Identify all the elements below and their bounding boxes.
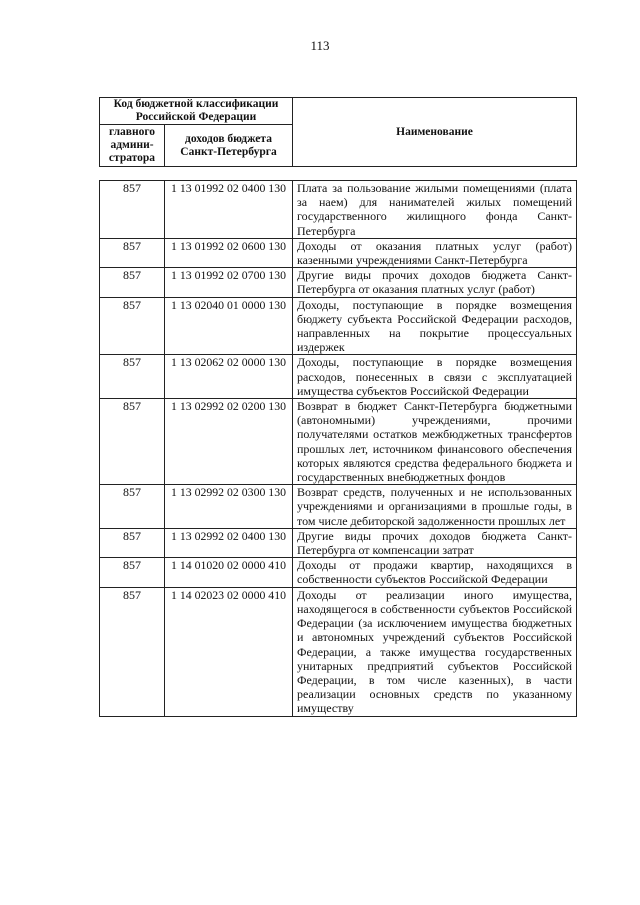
admin-code-cell: 857	[100, 558, 165, 587]
table-row	[100, 297, 577, 355]
income-table	[99, 180, 577, 717]
table-row	[100, 485, 577, 529]
admin-code-cell: 857	[100, 587, 165, 716]
table-row	[100, 238, 577, 267]
admin-code-cell: 857	[100, 181, 165, 239]
income-code-cell: 1 13 01992 02 0600 130	[165, 238, 293, 267]
table-row	[100, 558, 577, 587]
income-name-cell: Доходы от продажи квартир, находящихся в собственности субъектов Российской Федерации	[293, 558, 577, 587]
page-number: 113	[310, 38, 330, 53]
income-code-cell: 1 14 01020 02 0000 410	[165, 558, 293, 587]
income-name-cell: Доходы от оказания платных услуг (работ) казенными учреждениями Санкт-Петербурга	[293, 238, 577, 267]
admin-code-cell: 857	[100, 297, 165, 355]
income-code-cell: 1 13 02040 01 0000 130	[165, 297, 293, 355]
income-name-cell: Возврат в бюджет Санкт-Петербурга бюджетными (автономными) учреждениями, прочими получателями остатков межбюджетных трансфертов прошлых лет, источником финансового обеспечения которых являются средства федерального бюджета и государственных внебюджетных фондов	[293, 399, 577, 485]
name-column-header: Наименование	[293, 98, 577, 167]
code-group-header: Код бюджетной классификации Российской Федерации	[100, 98, 293, 125]
income-code-cell: 1 13 02992 02 0400 130	[165, 528, 293, 557]
admin-code-cell: 857	[100, 238, 165, 267]
table-row	[100, 181, 577, 239]
income-code-cell: 1 13 02062 02 0000 130	[165, 355, 293, 399]
income-name-cell: Доходы, поступающие в порядке возмещения расходов, понесенных в связи с эксплуатацией имущества субъектов Российской Федерации	[293, 355, 577, 399]
income-code-cell: 1 13 02992 02 0300 130	[165, 485, 293, 529]
income-name-cell: Другие виды прочих доходов бюджета Санкт-Петербурга от оказания платных услуг (работ)	[293, 268, 577, 297]
income-column-header: доходов бюджета Санкт-Петербурга	[165, 125, 293, 167]
admin-code-cell: 857	[100, 399, 165, 485]
income-code-cell: 1 13 02992 02 0200 130	[165, 399, 293, 485]
income-name-cell: Другие виды прочих доходов бюджета Санкт-Петербурга от компенсации затрат	[293, 528, 577, 557]
table-row	[100, 528, 577, 557]
admin-code-cell: 857	[100, 485, 165, 529]
income-name-cell: Доходы от реализации иного имущества, находящегося в собственности субъектов Российской Федерации (за исключением имущества бюджетных и автономных учреждений субъектов Российской Федерации, а также имущества государственных унитарных предприятий субъектов Российской Федерации, в том числе казенных), в части реализации основных средств по указанному имуществу	[293, 587, 577, 716]
income-name-cell: Плата за пользование жилыми помещениями (плата за наем) для нанимателей жилых помещений государственного жилищного фонда Санкт-Петербурга	[293, 181, 577, 239]
admin-code-cell: 857	[100, 355, 165, 399]
header-table	[99, 97, 577, 167]
admin-column-header: главного админи-стратора	[100, 125, 165, 167]
table-row	[100, 399, 577, 485]
table-row	[100, 587, 577, 716]
income-name-cell: Доходы, поступающие в порядке возмещения бюджету субъекта Российской Федерации расходов, направленных на покрытие процессуальных издержек	[293, 297, 577, 355]
table-row	[100, 355, 577, 399]
income-code-cell: 1 14 02023 02 0000 410	[165, 587, 293, 716]
income-code-cell: 1 13 01992 02 0700 130	[165, 268, 293, 297]
admin-code-cell: 857	[100, 528, 165, 557]
income-code-cell: 1 13 01992 02 0400 130	[165, 181, 293, 239]
income-name-cell: Возврат средств, полученных и не использованных учреждениями и организациями в прошлые годы, в том числе дебиторской задолженности прошлых лет	[293, 485, 577, 529]
table-row	[100, 268, 577, 297]
admin-code-cell: 857	[100, 268, 165, 297]
